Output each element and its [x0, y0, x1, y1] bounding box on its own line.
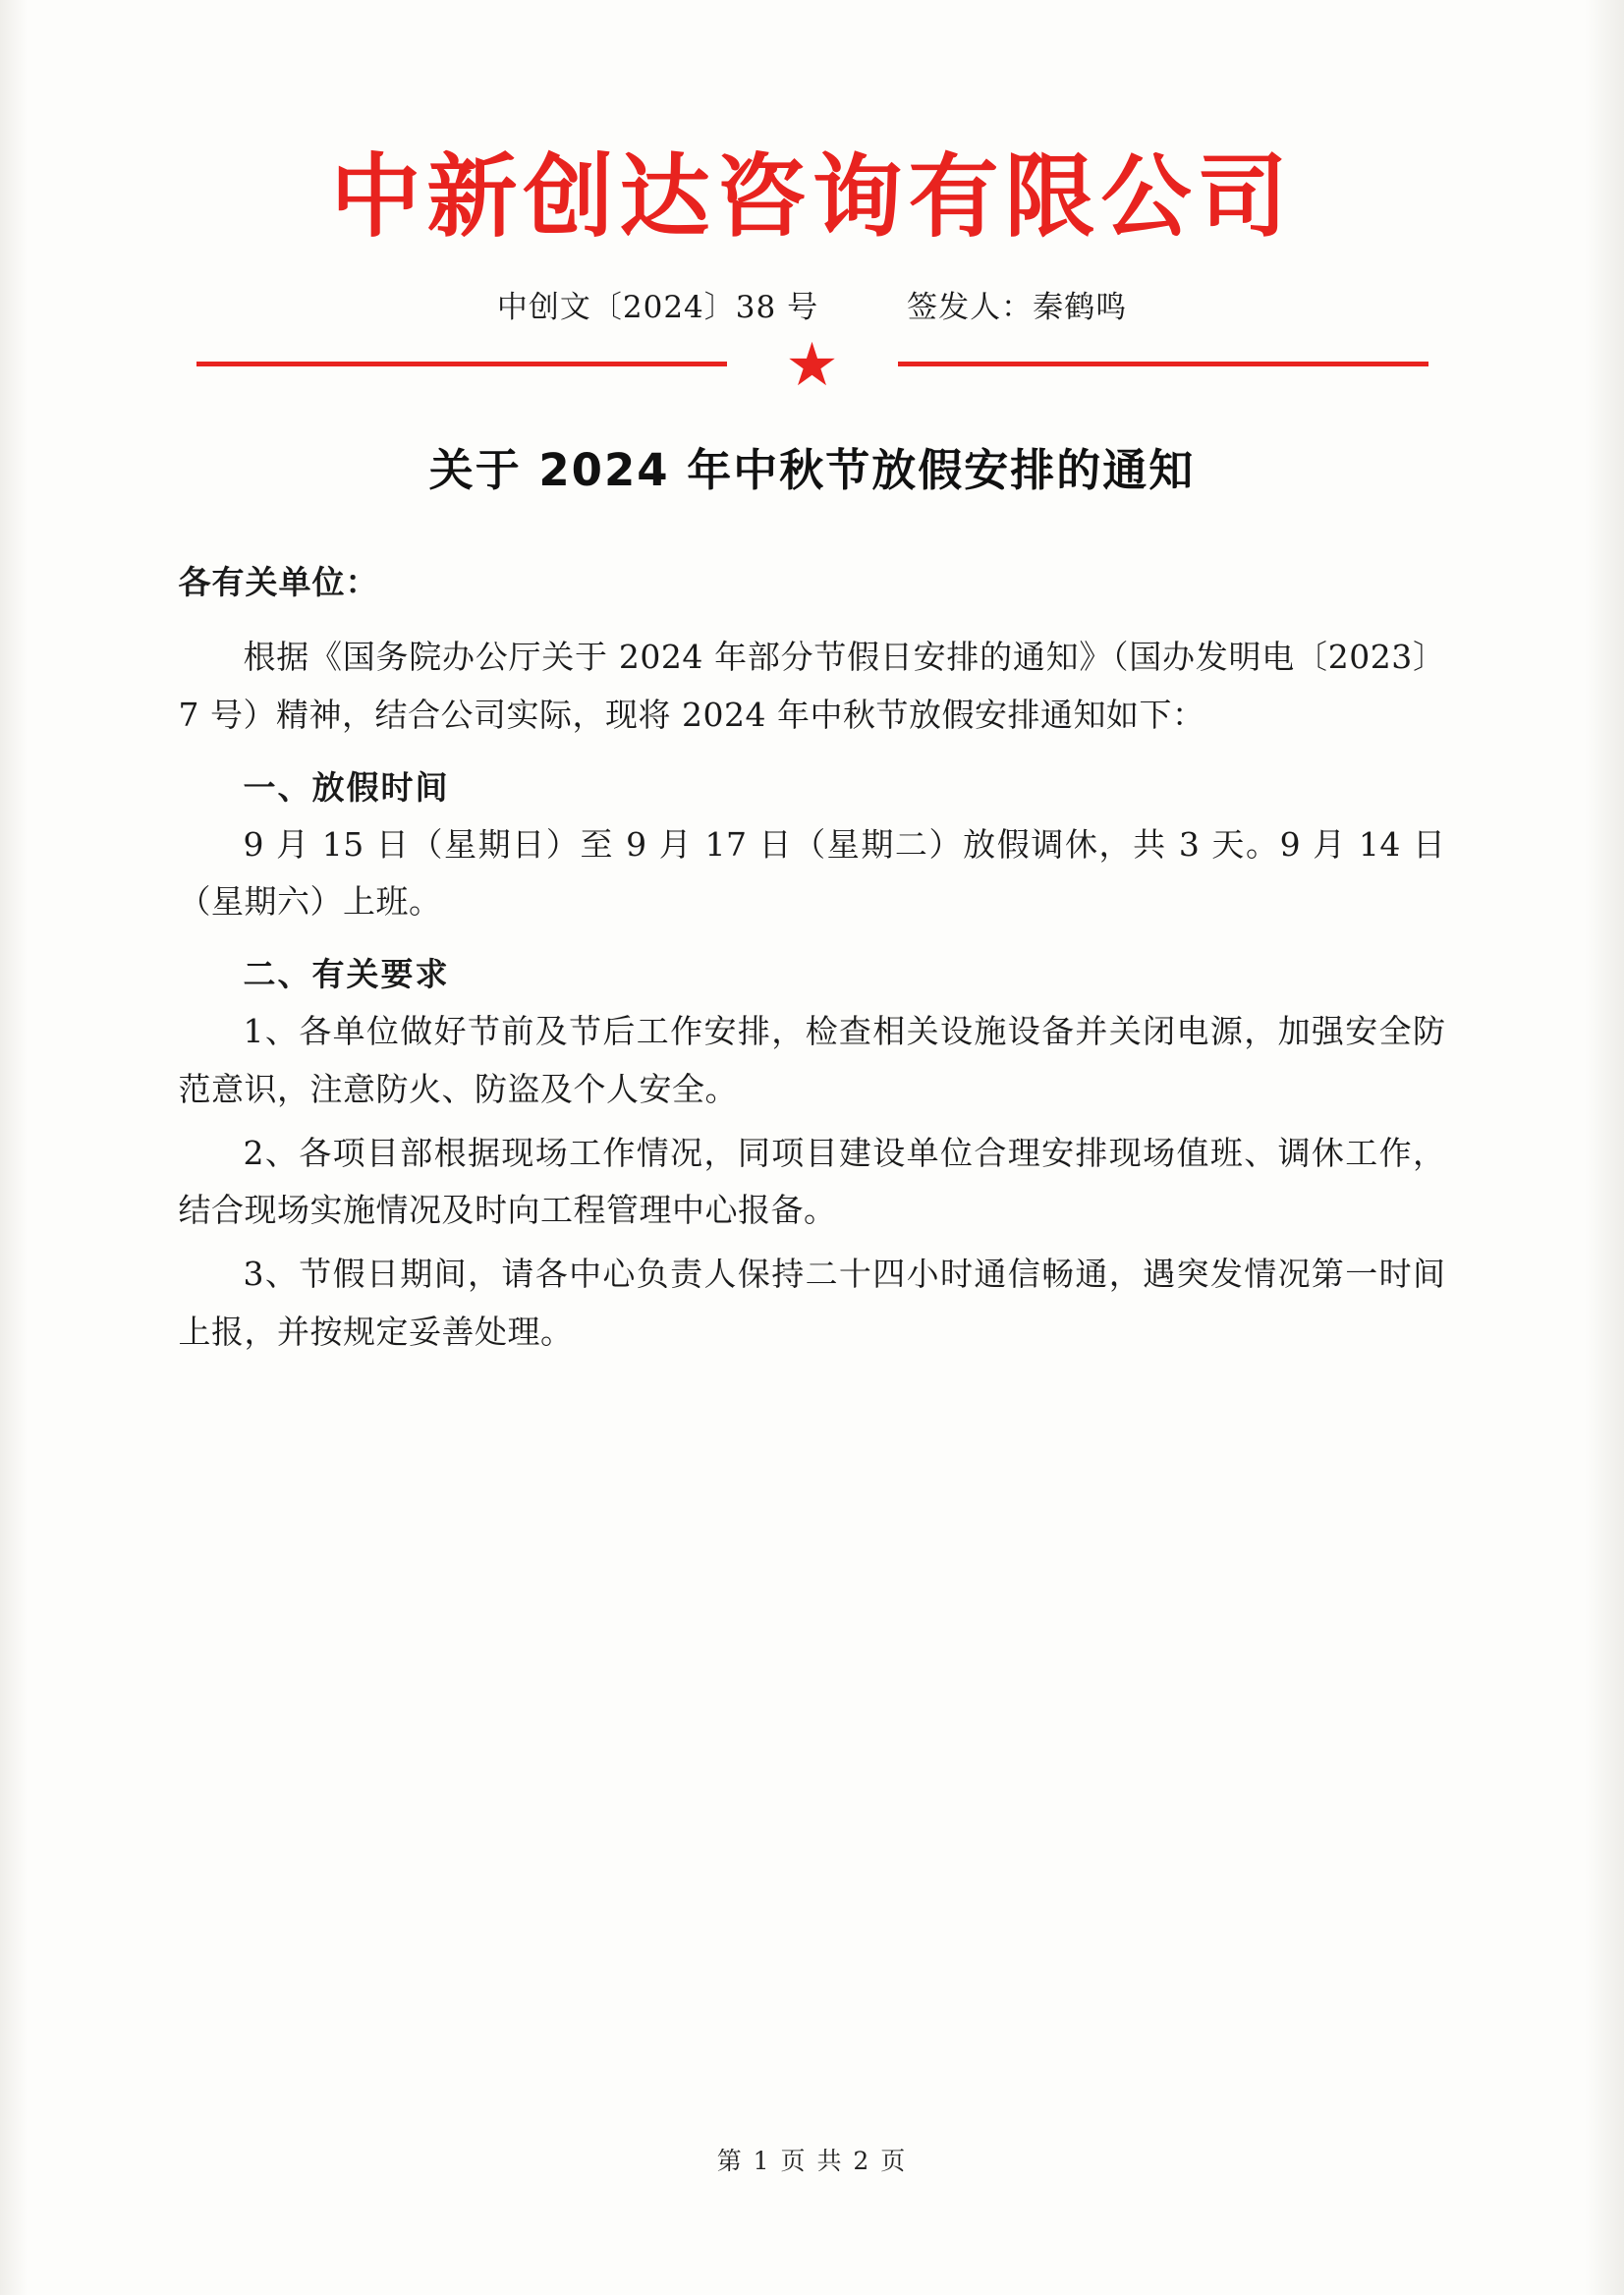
- red-rule-right-bar: [898, 362, 1428, 366]
- red-star-icon: ★: [787, 337, 837, 395]
- paper-edge-left: [0, 0, 28, 2295]
- document-meta-row: [179, 282, 1446, 326]
- section-2-paragraph-3: 3、节假日期间，请各中心负责人保持二十四小时通信畅通，遇突发情况第一时间上报，并按规定妥善处理。: [178, 1255, 1446, 1351]
- section-2-paragraph-1: 1、各单位做好节前及节后工作安排，检查相关设施设备并关闭电源，加强安全防范意识，注意防火、防盗及个人安全。: [178, 1012, 1446, 1108]
- section-heading-1: 一、放假时间: [243, 767, 450, 807]
- red-divider-rule: [179, 337, 1446, 395]
- red-rule-left-bar: [196, 362, 727, 366]
- company-letterhead: 中新创达咨询有限公司: [330, 144, 1294, 250]
- paper-edge-right: [1585, 0, 1624, 2295]
- page-footer: 第 1 页 共 2 页: [716, 2147, 908, 2175]
- document-issuer: 签发人：秦鹤鸣: [907, 290, 1128, 326]
- section-1-paragraph-1: 9 月 15 日（星期日）至 9 月 17 日（星期二）放假调休，共 3 天。9 月 14 日（星期六）上班。: [178, 824, 1446, 922]
- section-heading-2: 二、有关要求: [243, 955, 450, 994]
- section-2-paragraph-2: 2、各项目部根据现场工作情况，同项目建设单位合理安排现场值班、调休工作，结合现场实施情况及时向工程管理中心报备。: [178, 1133, 1446, 1230]
- intro-paragraph: 根据《国务院办公厅关于 2024 年部分节假日安排的通知》（国办发明电〔2023〕7 号）精神，结合公司实际，现将 2024 年中秋节放假安排通知如下：: [178, 638, 1446, 734]
- document-number: 中创文〔2024〕38 号: [496, 290, 819, 326]
- salutation: 各有关单位：: [178, 563, 379, 602]
- document-content: [179, 0, 1446, 1362]
- page-title: 关于 2024 年中秋节放假安排的通知: [428, 444, 1196, 497]
